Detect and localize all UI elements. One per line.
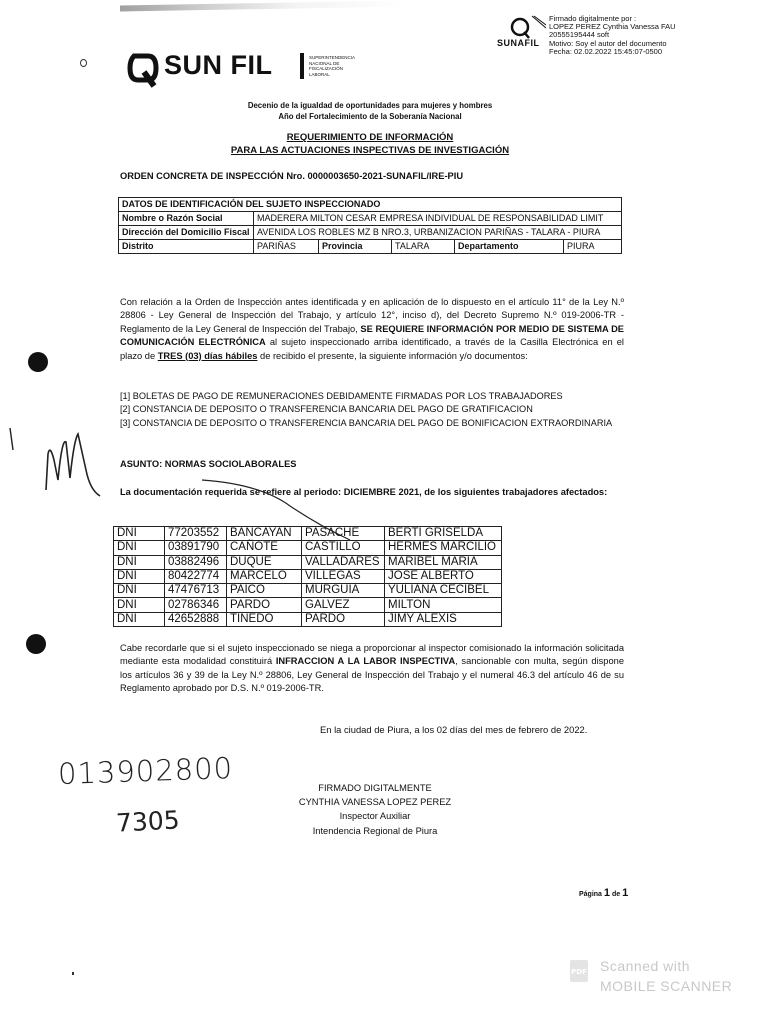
stamp-logo-text: SUNAFIL xyxy=(497,38,540,48)
id-type-cell: DNI xyxy=(114,555,165,569)
logo-subtitle: SUPERINTENDENCIA NACIONAL DE FISCALIZACIÓN LABORAL xyxy=(309,55,355,77)
worker-row xyxy=(114,527,502,541)
worker-row xyxy=(114,541,502,555)
province-label: Provincia xyxy=(319,240,392,254)
document-item: [2] CONSTANCIA DE DEPOSITO O TRANSFERENCIA BANCARIA DEL PAGO DE GRATIFICACION xyxy=(120,404,533,415)
page-number xyxy=(579,887,628,899)
second-surname-cell: MURGUIA xyxy=(302,584,385,598)
worker-row xyxy=(114,584,502,598)
watermark-line-2: MOBILE SCANNER xyxy=(600,978,733,994)
first-surname-cell: CAÑOTE xyxy=(227,541,302,555)
first-surname-cell: PARDO xyxy=(227,598,302,612)
district-label: Distrito xyxy=(119,240,254,254)
request-paragraph xyxy=(120,296,624,363)
stamp-line: Firmado digitalmente por : xyxy=(549,14,637,23)
digital-signature-stamp xyxy=(549,15,699,56)
second-surname-cell: GALVEZ xyxy=(302,598,385,612)
stamp-line: LOPEZ PEREZ Cynthia Vanessa FAU xyxy=(549,22,676,32)
handwritten-number: 013902800 xyxy=(57,750,234,792)
name-label: Nombre o Razón Social xyxy=(119,212,254,226)
signer-office: Intendencia Regional de Piura xyxy=(312,825,438,836)
para-emphasis: SE REQUIERE INFORMACIÓN POR MEDIO DE SISTEMA DE COMUNICACIÓN ELECTRÓNICA xyxy=(120,323,624,348)
table-heading: DATOS DE IDENTIFICACIÓN DEL SUJETO INSPECCIONADO xyxy=(119,198,622,212)
dni-number-cell: 80422774 xyxy=(165,569,227,583)
pdf-icon xyxy=(566,958,592,984)
document-item: [3] CONSTANCIA DE DEPOSITO O TRANSFERENCIA BANCARIA DEL PAGO DE BONIFICACION EXTRAORDINARIA xyxy=(120,417,613,428)
para-text: de recibido el presente, la siguiente información y/o documentos: xyxy=(257,350,528,361)
scan-smudge xyxy=(120,0,410,11)
department-value: PIURA xyxy=(564,240,622,254)
first-surname-cell: BANCAYAN xyxy=(227,527,302,541)
first-surname-cell: PAICO xyxy=(227,584,302,598)
id-type-cell: DNI xyxy=(114,541,165,555)
decade-line: Decenio de la igualdad de oportunidades para mujeres y hombres xyxy=(247,101,493,110)
infraction-warning-paragraph xyxy=(120,642,624,696)
title-line-2: PARA LAS ACTUACIONES INSPECTIVAS DE INVESTIGACIÓN xyxy=(230,144,510,156)
document-list xyxy=(120,390,624,430)
id-type-cell: DNI xyxy=(114,612,165,626)
dni-number-cell: 03882496 xyxy=(165,555,227,569)
margin-mark xyxy=(80,59,87,67)
para-text: Cabe recordarle que si el sujeto inspeccionado se niega a proporcionar al inspector comisionado la información solicitada mediante esta modalidad constituirá xyxy=(120,643,624,667)
stray-mark xyxy=(72,972,74,975)
year-line: Año del Fortalecimiento de la Soberanía Nacional xyxy=(278,111,462,121)
period-text: La documentación requerida se refiere al periodo: DICIEMBRE 2021, de los siguientes trabajadores afectados: xyxy=(120,487,608,497)
given-names-cell: HERMES MARCILIO xyxy=(385,541,502,555)
first-surname-cell: DUQUE xyxy=(227,555,302,569)
given-names-cell: MARIBEL MARIA xyxy=(385,555,502,569)
para-text: al sujeto inspeccionado arriba identificado, a través de la Casilla Electrónica en el plazo de xyxy=(120,337,624,361)
second-surname-cell: PASACHE xyxy=(302,527,385,541)
deadline-emphasis: TRES (03) días hábiles xyxy=(157,350,258,361)
given-names-cell: BERTI GRISELDA xyxy=(385,527,502,541)
signer-block xyxy=(280,781,470,838)
address-label: Dirección del Domicilio Fiscal xyxy=(119,226,254,240)
watermark-line-1: Scanned with xyxy=(600,958,691,974)
handwritten-initial-mark xyxy=(0,420,120,505)
given-names-cell: JIMY ALEXIS xyxy=(385,612,502,626)
second-surname-cell: CASTILLO xyxy=(302,541,385,555)
page-label: Página xyxy=(579,891,602,898)
stamp-line: Fecha: 02.02.2022 15:45:07-0500 xyxy=(549,46,663,56)
document-item: [1] BOLETAS DE PAGO DE REMUNERACIONES DEBIDAMENTE FIRMADAS POR LOS TRABAJADORES xyxy=(120,391,563,401)
district-value: PARIÑAS xyxy=(254,240,319,254)
punch-hole-dot xyxy=(26,634,46,654)
handwritten-number: 7305 xyxy=(115,805,181,838)
first-surname-cell: MARCELO xyxy=(227,569,302,583)
stamp-line: Motivo: Soy el autor del documento xyxy=(549,38,667,48)
stamp-line: 20555195444 soft xyxy=(549,30,610,40)
id-type-cell: DNI xyxy=(114,598,165,612)
page-of: de xyxy=(611,891,621,898)
infraction-emphasis: INFRACCION A LA LABOR INSPECTIVA xyxy=(275,656,456,667)
logo-divider xyxy=(300,53,304,79)
given-names-cell: MILTON xyxy=(385,598,502,612)
second-surname-cell: VALLADARES xyxy=(302,555,385,569)
id-type-cell: DNI xyxy=(114,527,165,541)
svg-text:PDF: PDF xyxy=(571,968,587,976)
signer-name: CYNTHIA VANESSA LOPEZ PEREZ xyxy=(298,797,452,808)
dni-number-cell: 03891790 xyxy=(165,541,227,555)
subject-line: ASUNTO: NORMAS SOCIOLABORALES xyxy=(120,459,297,469)
name-value: MADERERA MILTON CESAR EMPRESA INDIVIDUAL DE RESPONSABILIDAD LIMIT xyxy=(254,212,622,226)
worker-row xyxy=(114,612,502,626)
punch-hole-dot xyxy=(28,352,48,372)
title-line-1: REQUERIMIENTO DE INFORMACIÓN xyxy=(286,132,454,143)
given-names-cell: JOSE ALBERTO xyxy=(385,569,502,583)
document-title xyxy=(0,132,740,157)
dni-number-cell: 77203552 xyxy=(165,527,227,541)
second-surname-cell: PARDO xyxy=(302,612,385,626)
decade-header xyxy=(0,101,740,122)
affected-workers-table xyxy=(113,526,502,627)
worker-row xyxy=(114,598,502,612)
first-surname-cell: TINEDO xyxy=(227,612,302,626)
signer-line: FIRMADO DIGITALMENTE xyxy=(318,783,432,793)
para-text: , sancionable con multa, según dispone los artículos 36 y 39 de la Ley N.º 28806, Ley General de Inspección del Trabajo y el numeral 46.3 del artículo 46 de su Reglamento aprobado por D.S. N.º 019-2006-TR. xyxy=(120,656,624,694)
subject-identification-table xyxy=(118,197,622,254)
given-names-cell: YULIANA CECIBEL xyxy=(385,584,502,598)
dni-number-cell: 47476713 xyxy=(165,584,227,598)
dni-number-cell: 02786346 xyxy=(165,598,227,612)
address-value: AVENIDA LOS ROBLES MZ B NRO.3, URBANIZACION PARIÑAS - TALARA - PIURA xyxy=(254,226,622,240)
page-current: 1 xyxy=(603,887,611,899)
worker-row xyxy=(114,555,502,569)
page-total: 1 xyxy=(622,887,629,899)
scanner-watermark xyxy=(600,956,732,996)
city-date-line: En la ciudad de Piura, a los 02 días del mes de febrero de 2022. xyxy=(320,724,588,735)
id-type-cell: DNI xyxy=(114,584,165,598)
province-value: TALARA xyxy=(392,240,455,254)
para-text: Con relación a la Orden de Inspección antes identificada y en aplicación de lo dispuesto en el artículo 11° de la Ley N.º 28806 - Ley General de Inspección del Trabajo, y artículo 12°, inciso d), del Decreto Supremo N.º 019-2006-TR - Reglamento de la Ley General de Inspección del Trabajo, xyxy=(120,297,624,334)
sunafil-logo-word: SUN FIL xyxy=(164,50,273,80)
signer-role: Inspector Auxiliar xyxy=(339,811,411,822)
department-label: Departamento xyxy=(455,240,564,254)
id-type-cell: DNI xyxy=(114,569,165,583)
sunafil-logo-icon xyxy=(124,50,164,90)
dni-number-cell: 42652888 xyxy=(165,612,227,626)
second-surname-cell: VILLEGAS xyxy=(302,569,385,583)
inspection-order-number: ORDEN CONCRETA DE INSPECCIÓN Nro. 0000003650-2021-SUNAFIL/IRE-PIU xyxy=(120,171,464,181)
worker-row xyxy=(114,569,502,583)
